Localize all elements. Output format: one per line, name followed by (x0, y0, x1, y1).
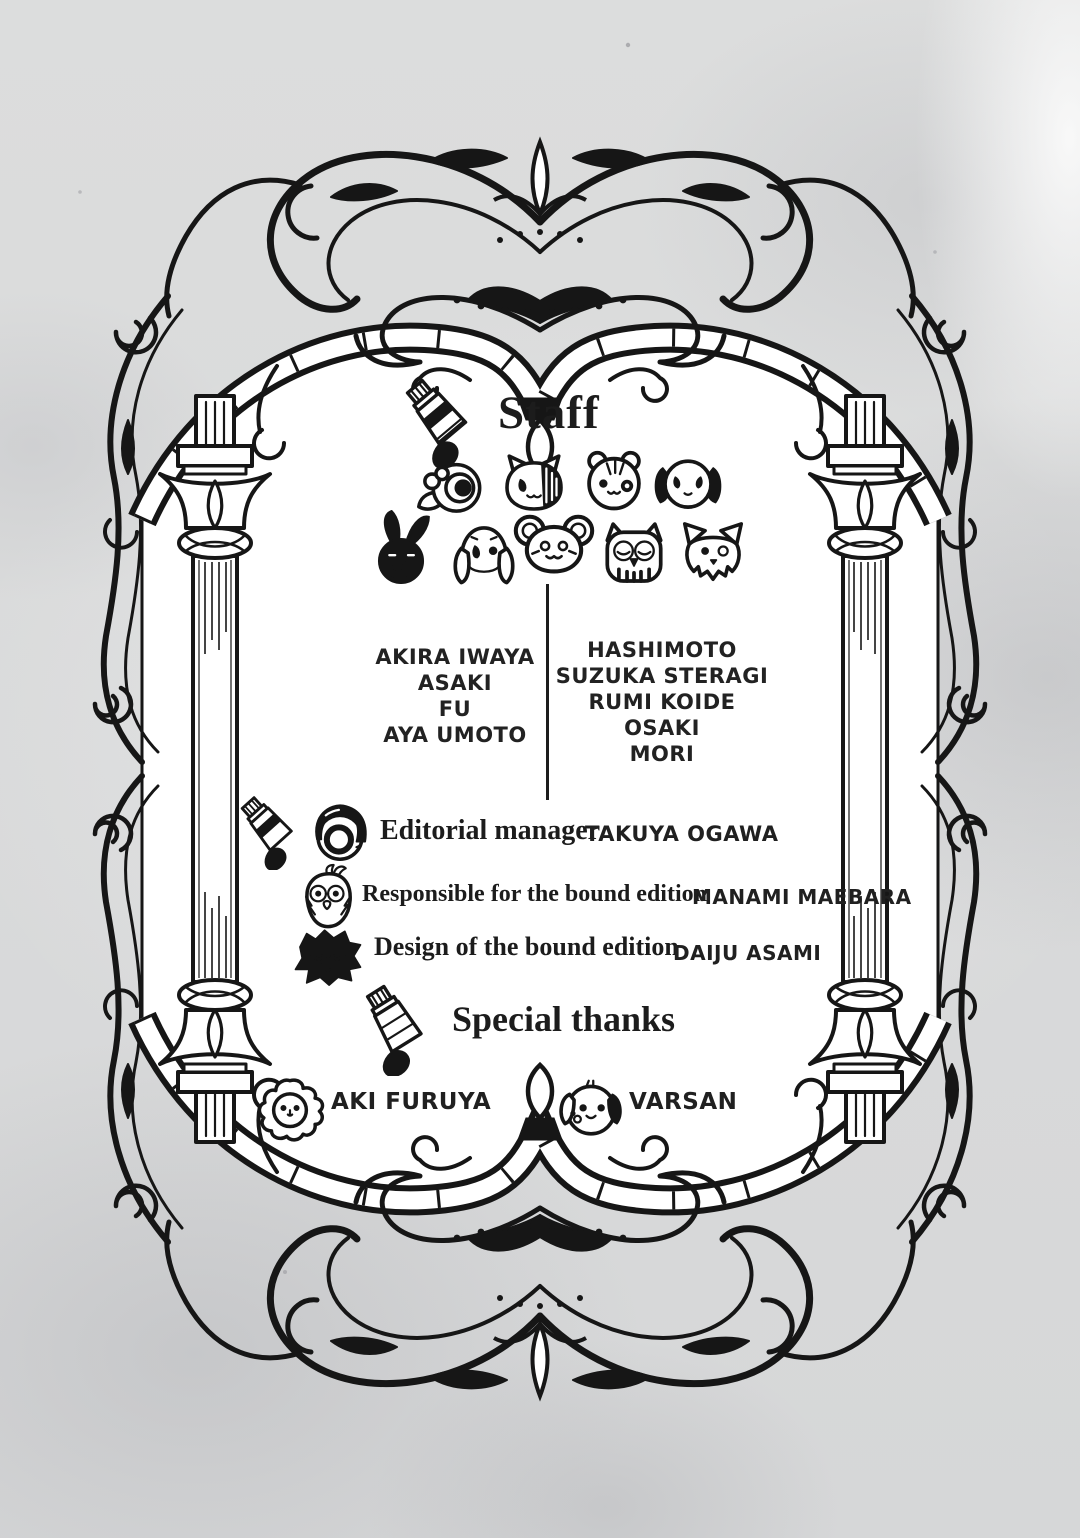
credit-name: MANAMI MAEBARA (692, 885, 912, 909)
person-with-glasses-icon (306, 798, 374, 870)
special-thanks-name: VARSAN (629, 1089, 738, 1115)
black-cat-icon (291, 924, 365, 988)
staff-name: HASHIMOTO (587, 638, 737, 662)
staff-name: MORI (629, 742, 695, 766)
puppy-icon (650, 452, 726, 514)
paint-tube-icon (392, 372, 488, 468)
spotted-dog-icon (556, 1076, 626, 1142)
credit-role: Editorial manager (380, 815, 601, 846)
staff-right-names (532, 637, 792, 767)
calico-cat-icon (498, 452, 570, 512)
staff-name: AYA UMOTO (383, 723, 527, 747)
fox-icon (678, 518, 748, 584)
hamster-icon (576, 448, 652, 512)
special-thanks-title: Special thanks (452, 999, 676, 1039)
credit-name: TAKUYA OGAWA (585, 822, 779, 846)
mouse-icon (512, 512, 596, 580)
staff-name: RUMI KOIDE (588, 690, 736, 714)
paint-tube-icon (348, 980, 444, 1076)
staff-title: Staff (498, 387, 600, 439)
staff-name: SUZUKA STERAGI (555, 664, 769, 688)
staff-name: OSAKI (624, 716, 700, 740)
credit-role: Design of the bound edition (374, 932, 679, 961)
staff-name: ASAKI (417, 671, 493, 695)
owl-icon (598, 520, 670, 584)
credit-role: Responsible for the bound edition (362, 881, 707, 907)
lop-eared-dog-icon (446, 520, 522, 586)
paint-tube-icon (230, 790, 310, 870)
black-rabbit-icon (366, 502, 436, 592)
staff-name: AKIRA IWAYA (375, 645, 535, 669)
staff-name: FU (438, 697, 472, 721)
lion-icon (254, 1074, 326, 1142)
special-thanks-name: AKI FURUYA (331, 1089, 492, 1115)
credit-name: DAIJU ASAMI (673, 941, 822, 965)
